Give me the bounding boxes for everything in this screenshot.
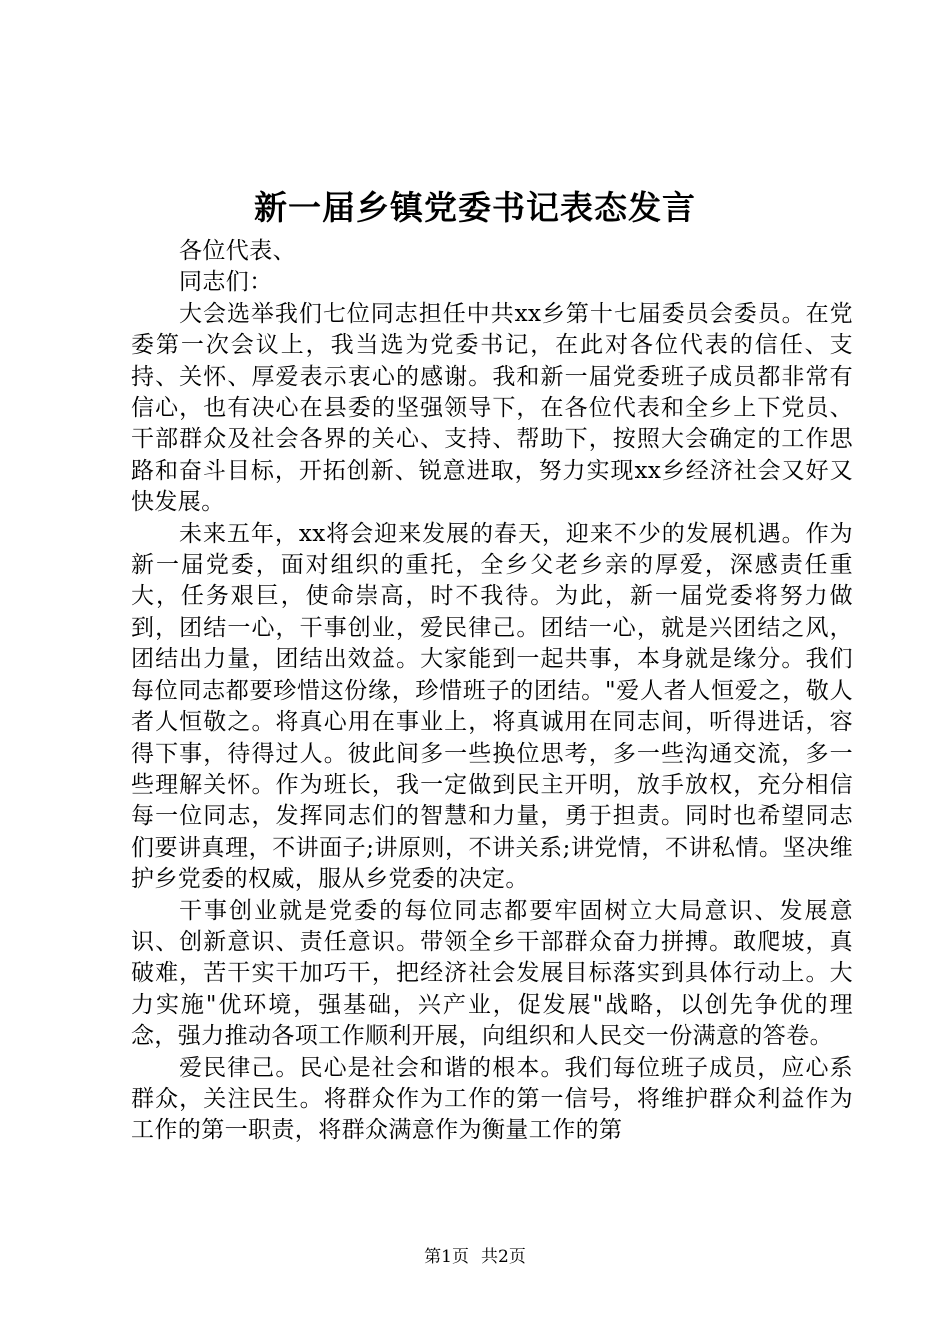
document-title: 新一届乡镇党委书记表态发言 [254, 188, 696, 227]
document-body [131, 236, 853, 1147]
page-footer [0, 1245, 950, 1269]
paragraph-4: 爱民律己。民心是社会和谐的根本。我们每位班子成员，应心系群众，关注民生。将群众作为工作的第一信号，将维护群众利益作为工作的第一职责，将群众满意作为衡量工作的第 [131, 1054, 853, 1144]
page-total: 共2页 [481, 1247, 526, 1267]
paragraph-3: 干事创业就是党委的每位同志都要牢固树立大局意识、发展意识、创新意识、责任意识。带领全乡干部群众奋力拼搏。敢爬坡，真破难，苦干实干加巧干，把经济社会发展目标落实到具体行动上。大力实施"优环境，强基础，兴产业，促发展"战略，以创先争优的理念，强力推动各项工作顺利开展，向组织和人民交一份满意的答卷。 [131, 897, 853, 1050]
paragraph-1: 大会选举我们七位同志担任中共xx乡第十七届委员会委员。在党委第一次会议上，我当选为党委书记，在此对各位代表的信任、支持、关怀、厚爱表示衷心的感谢。我和新一届党委班子成员都非常有信心，也有决心在县委的坚强领导下，在各位代表和全乡上下党员、干部群众及社会各界的关心、支持、帮助下，按照大会确定的工作思路和奋斗目标，开拓创新、锐意进取，努力实现xx乡经济社会又好又快发展。 [131, 300, 853, 516]
page-number: 第1页 [424, 1247, 469, 1267]
salutation-line-1: 各位代表、 [179, 238, 296, 264]
paragraph-2: 未来五年，xx将会迎来发展的春天，迎来不少的发展机遇。作为新一届党委，面对组织的重托，全乡父老乡亲的厚爱，深感责任重大，任务艰巨，使命崇高，时不我待。为此，新一届党委将努力做到，团结一心，干事创业，爱民律己。团结一心，就是兴团结之风，团结出力量，团结出效益。大家能到一起共事，本身就是缘分。我们每位同志都要珍惜这份缘，珍惜班子的团结。"爱人者人恒爱之，敬人者人恒敬之。将真心用在事业上，将真诚用在同志间，听得进话，容得下事，待得过人。彼此间多一些换位思考，多一些沟通交流，多一些理解关怀。作为班长，我一定做到民主开明，放手放权，充分相信每一位同志，发挥同志们的智慧和力量，勇于担责。同时也希望同志们要讲真理，不讲面子;讲原则，不讲关系;讲党情，不讲私情。坚决维护乡党委的权威，服从乡党委的决定。 [131, 520, 853, 893]
salutation-line-2: 同志们： [179, 269, 273, 296]
